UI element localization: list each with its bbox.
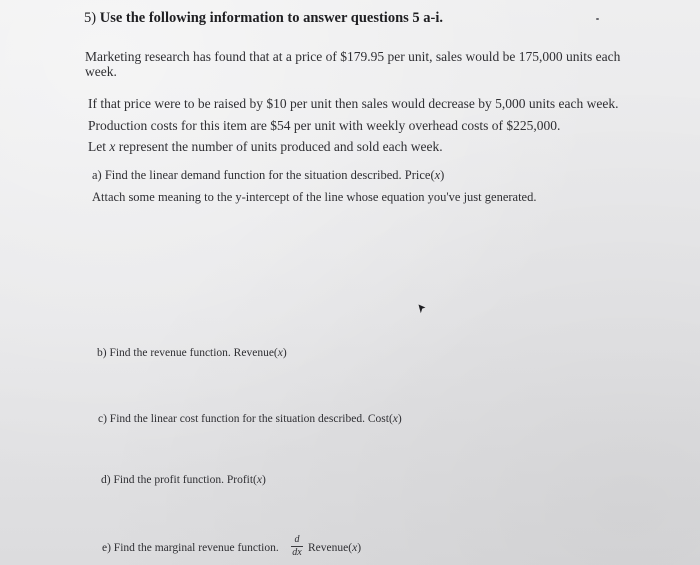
intro-line-2: week. [85, 64, 117, 79]
question-e: e) Find the marginal revenue function. [102, 542, 279, 554]
intro-line-3: If that price were to be raised by $10 per unit then sales would decrease by 5,000 units each week. [88, 96, 619, 111]
question-e-close: ) [357, 542, 362, 554]
question-number: 5) [84, 10, 97, 26]
intro-line-4: Production costs for this item are $54 per unit with weekly overhead costs of $225,000. [88, 118, 561, 133]
question-a-line-2: Attach some meaning to the y-intercept of the line whose equation you've just generated. [92, 190, 537, 204]
question-heading [84, 10, 443, 27]
intro-line-5-prefix: Let [88, 139, 106, 154]
question-c-text: c) Find the linear cost function for the situation described. Cost( [98, 413, 393, 425]
question-e-function [308, 542, 361, 554]
question-a-variable: x [434, 168, 441, 182]
intro-line-5-suffix: represent the number of units produced and sold each week. [118, 139, 443, 154]
question-e-function-name: Revenue( [308, 542, 353, 554]
question-d-variable: x [256, 474, 262, 486]
question-d [101, 474, 266, 486]
question-b-text: b) Find the revenue function. Revenue( [97, 347, 278, 359]
question-a-line-1 [92, 168, 444, 183]
question-b [97, 347, 287, 359]
question-a-close: ) [440, 168, 445, 182]
question-c-close: ) [397, 413, 402, 425]
intro-line-1: Marketing research has found that at a price of $179.95 per unit, sales would be 175,000 units each [85, 49, 621, 64]
question-a-text: a) Find the linear demand function for the situation described. Price( [92, 168, 435, 182]
derivative-numerator: d [294, 534, 300, 545]
question-b-close: ) [282, 347, 287, 359]
question-d-text: d) Find the profit function. Profit( [101, 474, 257, 486]
intro-line-5 [88, 139, 443, 155]
derivative-denominator: dx [292, 547, 302, 558]
question-c [98, 413, 402, 425]
question-b-variable: x [277, 347, 283, 359]
question-c-variable: x [392, 413, 398, 425]
question-e-variable: x [352, 542, 358, 554]
question-instruction: Use the following information to answer questions 5 a-i. [99, 10, 444, 26]
derivative-fraction [290, 534, 304, 558]
intro-line-5-variable: x [109, 139, 116, 154]
question-d-close: ) [261, 474, 266, 486]
paper-speck [596, 18, 599, 20]
mouse-pointer-icon [418, 304, 426, 314]
